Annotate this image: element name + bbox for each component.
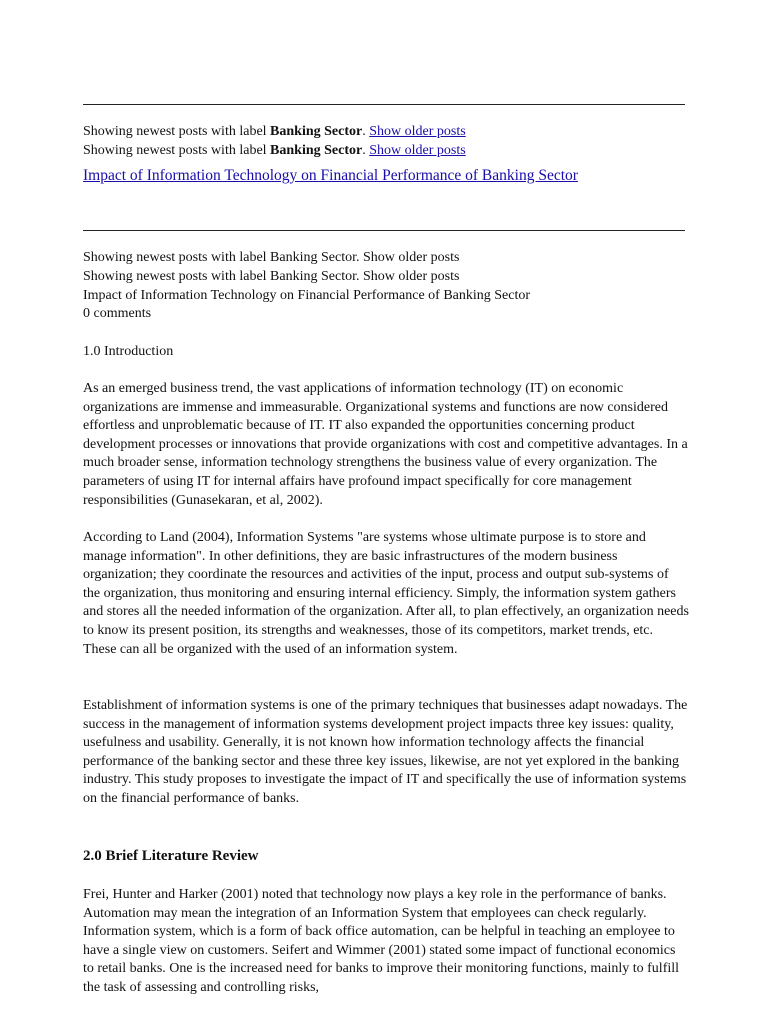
paragraph-4	[83, 886, 689, 998]
comments-count: 0 comments	[83, 306, 152, 321]
label-line-2	[83, 141, 466, 160]
label-line-1	[83, 122, 466, 141]
paragraph-text: Establishment of information systems is one of the primary techniques that businesses adapt nowadays. The success in the management of information systems development project impacts three key issues: quality, usefulness and usability. Generally, it is not known how information technology affects the financial performance of the banking sector and these three key issues, likewise, are not yet explored in the banking industry. This study proposes to investigate the impact of IT and specifically the use of information systems on the financial performance of banks.	[83, 698, 688, 806]
paragraph-2	[83, 529, 689, 659]
intro-heading: 1.0 Introduction	[83, 344, 174, 359]
post-title-line	[83, 166, 578, 186]
label-suffix: .	[362, 124, 370, 139]
plain-label-line-2: Showing newest posts with label Banking Sector. Show older posts	[83, 269, 460, 284]
top-divider	[83, 104, 685, 105]
paragraph-1	[83, 380, 689, 510]
label-suffix: .	[362, 143, 370, 158]
label-prefix: Showing newest posts with label	[83, 124, 271, 139]
paragraph-text: According to Land (2004), Information Systems "are systems whose ultimate purpose is to store and manage information". In other definitions, they are basic infrastructures of the modern business organization; they coordinate the resources and activities of the input, process and output sub-systems of the organization, thus monitoring and ensuring internal efficiency. Simply, the information system gathers and stores all the needed information of the organization. After all, to plan effectively, an organization needs to know its present position, its strengths and weaknesses, those of its competitors, market trends, etc. These can all be organized with the used of an information system.	[83, 530, 689, 657]
paragraph-text: Frei, Hunter and Harker (2001) noted that technology now plays a key role in the performance of banks. Automation may mean the integration of an Information System that employees can check regularly. Information system, which is a form of back office automation, can be helpful in teaching an employee to have a single view on customers. Seifert and Wimmer (2001) stated some impact of functional economics to retail banks. One is the increased need for banks to improve their monitoring functions, mainly to fulfill the task of assessing and controlling risks,	[83, 887, 680, 995]
show-older-posts-link[interactable]: Show older posts	[369, 124, 466, 139]
paragraph-3	[83, 697, 689, 809]
plain-title-line: Impact of Information Technology on Financial Performance of Banking Sector	[83, 288, 531, 303]
show-older-posts-link[interactable]: Show older posts	[369, 143, 466, 158]
paragraph-text: As an emerged business trend, the vast applications of information technology (IT) on economic organizations are immense and immeasurable. Organizational systems and functions are now considered effortless and unproblematic because of IT. IT also expanded the opportunities concerning product development processes or innovations that provide organizations with cost and competitive advantages. In a much broader sense, information technology strengthens the business value of every organization. The parameters of using IT for internal affairs have profound impact specifically for core management responsibilities (Gunasekaran, et al, 2002).	[83, 381, 688, 508]
plain-label-line-1: Showing newest posts with label Banking Sector. Show older posts	[83, 250, 460, 265]
post-title-link[interactable]: Impact of Information Technology on Financial Performance of Banking Sector	[83, 167, 578, 184]
label-name: Banking Sector	[270, 124, 363, 139]
literature-heading: 2.0 Brief Literature Review	[83, 848, 259, 864]
label-name: Banking Sector	[270, 143, 363, 158]
second-divider	[83, 230, 685, 231]
label-prefix: Showing newest posts with label	[83, 143, 271, 158]
